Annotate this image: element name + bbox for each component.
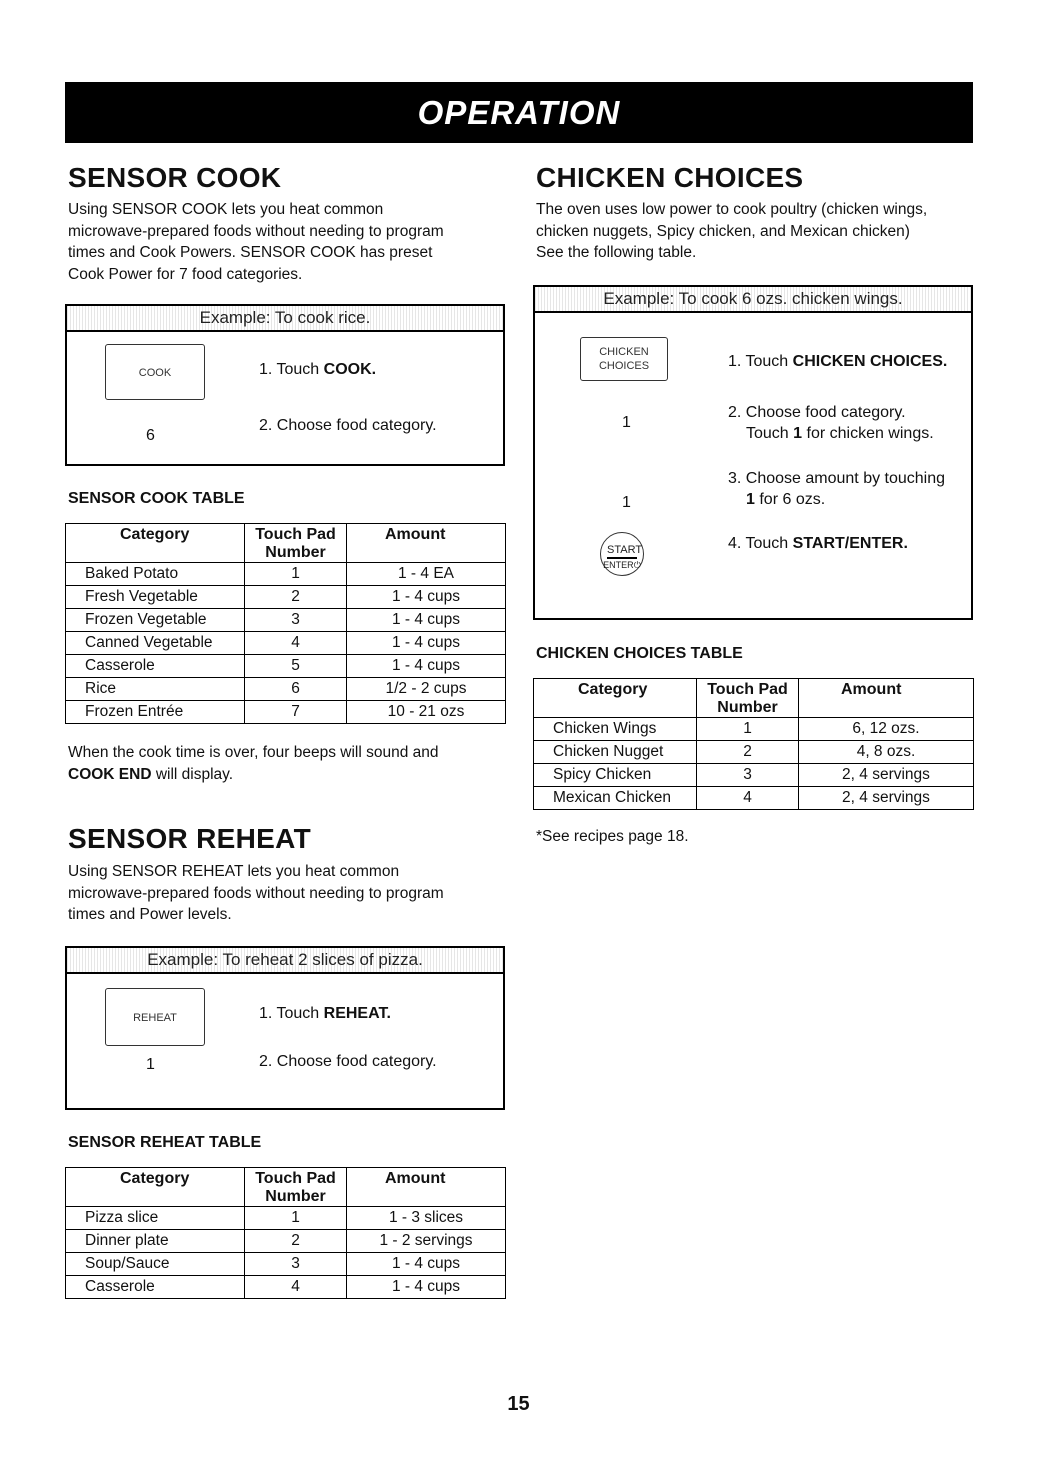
cell-category: Casserole [66,1276,245,1299]
col-touch-pad-line1: Touch Pad [255,526,336,543]
intro-line: microwave-prepared foods without needing to program [68,884,444,902]
note-line: When the cook time is over, four beeps will sound and [68,744,439,761]
step-2: 2. Choose food category. [259,417,437,434]
example-title: Example: To reheat 2 slices of pizza. [67,948,503,974]
table-header-row [66,524,506,563]
note-text: will display. [151,765,234,783]
cell-amount: 1 - 4 cups [347,655,506,678]
cell-pad: 1 [245,1207,347,1230]
cook-pad-label: COOK [138,367,172,379]
sensor-cook-table-title: SENSOR COOK TABLE [68,490,245,507]
operation-banner [65,82,973,143]
table-row [66,1253,506,1276]
intro-line: See the following table. [536,244,697,261]
step-4 [728,533,908,554]
col-category: Category [66,1168,245,1207]
col-category: Category [534,679,697,718]
cook-pad [105,344,205,400]
chicken-example-box [533,285,973,620]
intro-line: Cook Power for 7 food categories. [68,265,303,283]
enter-label [601,559,643,572]
cell-category: Chicken Wings [534,718,697,741]
col-touch-pad [697,679,799,718]
cell-category: Spicy Chicken [534,764,697,787]
step-text: 1. Touch [259,1005,324,1022]
step-text [728,423,934,444]
step-bold: START/ENTER. [792,535,908,552]
col-touch-pad-line1: Touch Pad [707,681,788,698]
col-category: Category [66,524,245,563]
sensor-cook-heading: SENSOR COOK [68,162,282,193]
step-bold: 1 [746,491,755,508]
category-number: 1 [146,1056,155,1073]
cell-amount: 1 - 4 cups [347,632,506,655]
cell-pad: 3 [245,609,347,632]
cell-category: Dinner plate [66,1230,245,1253]
table-row [66,678,506,701]
cell-amount: 1 - 2 servings [347,1230,506,1253]
step-bold: CHICKEN CHOICES. [792,353,948,370]
cell-category: Soup/Sauce [66,1253,245,1276]
cell-pad: 2 [245,1230,347,1253]
table-row [66,655,506,678]
start-enter-button [600,532,644,576]
cell-amount: 2, 4 servings [799,787,974,810]
cell-amount: 1 - 4 cups [347,1276,506,1299]
col-amount: Amount [799,679,974,718]
reheat-pad [105,988,205,1046]
cell-pad: 6 [245,678,347,701]
cell-amount: 6, 12 ozs. [799,718,974,741]
pad-label-line2: CHOICES [598,360,650,372]
cell-category: Baked Potato [66,563,245,586]
cell-amount: 1 - 4 cups [347,586,506,609]
table-row [534,718,974,741]
cell-amount: 1 - 3 slices [347,1207,506,1230]
intro-line: times and Power levels. [68,906,232,923]
power-icon: ⏻ [633,560,641,570]
step-text: 3. Choose amount by touching [728,470,946,487]
table-row [66,632,506,655]
intro-line: Using SENSOR REHEAT lets you heat common [68,863,400,880]
sensor-reheat-table [65,1167,506,1299]
chicken-choices-table [533,678,974,810]
cell-pad: 1 [245,563,347,586]
cell-category: Frozen Vegetable [66,609,245,632]
start-label: START [607,544,637,559]
note-bold: COOK END [68,765,152,783]
table-row [66,1276,506,1299]
cell-amount: 1/2 - 2 cups [347,678,506,701]
step-text: 1. Touch [259,361,324,378]
step-2 [728,402,934,444]
intro-line: The oven uses low power to cook poultry (chicken wings, [536,201,928,218]
step-bold: 1 [793,425,803,442]
cell-category: Rice [66,678,245,701]
table-header-row [66,1168,506,1207]
cook-end-note [68,742,518,785]
intro-line: chicken nuggets, Spicy chicken, and Mexican chicken) [536,222,910,240]
table-row [66,609,506,632]
step-text: 1. Touch [728,353,793,370]
example-title: Example: To cook rice. [67,306,503,332]
chicken-table-title: CHICKEN CHOICES TABLE [536,645,743,662]
cell-pad: 5 [245,655,347,678]
cell-amount: 4, 8 ozs. [799,741,974,764]
cell-pad: 1 [697,718,799,741]
col-touch-pad-line2: Number [265,1188,326,1205]
table-row [66,701,506,724]
step-text: for chicken wings. [802,425,934,442]
cell-pad: 3 [697,764,799,787]
sensor-reheat-table-title: SENSOR REHEAT TABLE [68,1134,262,1151]
intro-line: microwave-prepared foods without needing to program [68,222,444,240]
step-bold: REHEAT. [323,1005,391,1022]
chicken-choices-intro [536,199,976,264]
step-1 [728,351,947,372]
table-row [66,1207,506,1230]
cell-pad: 4 [245,632,347,655]
category-number: 1 [622,414,631,431]
chicken-choices-heading: CHICKEN CHOICES [536,162,804,193]
col-touch-pad-line2: Number [717,699,778,716]
step-text: for 6 ozs. [754,491,826,508]
category-number: 6 [146,427,155,444]
example-title: Example: To cook 6 ozs. chicken wings. [535,287,971,313]
sensor-cook-example-box [65,304,505,466]
step-2: 2. Choose food category. [259,1053,437,1070]
cell-pad: 2 [245,586,347,609]
cell-amount: 10 - 21 ozs [347,701,506,724]
step-3 [728,468,945,510]
table-row [66,1230,506,1253]
step-text: Touch [746,425,794,442]
pad-label-line1: CHICKEN [599,346,649,358]
reheat-pad-label: REHEAT [133,1012,177,1024]
cell-amount: 1 - 4 cups [347,1253,506,1276]
cell-pad: 2 [697,741,799,764]
note-line [68,764,518,786]
sensor-cook-table [65,523,506,724]
table-row [534,741,974,764]
table-row [66,586,506,609]
col-touch-pad [245,524,347,563]
cell-pad: 3 [245,1253,347,1276]
cell-pad: 4 [697,787,799,810]
cell-category: Chicken Nugget [534,741,697,764]
recipes-footnote: *See recipes page 18. [536,828,689,845]
cell-amount: 1 - 4 EA [347,563,506,586]
cell-category: Mexican Chicken [534,787,697,810]
cell-pad: 7 [245,701,347,724]
page-number: 15 [507,1393,530,1415]
table-row [534,764,974,787]
table-row [66,563,506,586]
banner-title: OPERATION [417,94,621,131]
step-text [728,489,945,510]
sensor-reheat-intro [68,861,508,926]
cell-amount: 2, 4 servings [799,764,974,787]
col-amount: Amount [347,1168,506,1207]
sensor-cook-intro [68,199,508,285]
step-text: 2. Choose food category. [728,404,906,421]
sensor-reheat-example-box [65,946,505,1110]
cell-category: Pizza slice [66,1207,245,1230]
cell-category: Frozen Entrée [66,701,245,724]
cell-pad: 4 [245,1276,347,1299]
col-touch-pad-line2: Number [265,544,326,561]
step-1 [259,359,376,380]
cell-amount: 1 - 4 cups [347,609,506,632]
step-text: 4. Touch [728,535,793,552]
enter-text: ENTER [603,560,634,570]
step-1 [259,1003,391,1024]
table-row [534,787,974,810]
chicken-choices-pad [580,337,668,381]
intro-line: times and Cook Powers. SENSOR COOK has preset [68,244,433,261]
col-touch-pad-line1: Touch Pad [255,1170,336,1187]
col-touch-pad [245,1168,347,1207]
cell-category: Fresh Vegetable [66,586,245,609]
amount-number: 1 [622,494,631,511]
cell-category: Casserole [66,655,245,678]
sensor-reheat-heading: SENSOR REHEAT [68,823,311,854]
cell-category: Canned Vegetable [66,632,245,655]
col-amount: Amount [347,524,506,563]
intro-line: Using SENSOR COOK lets you heat common [68,201,384,218]
step-bold: COOK. [323,361,377,378]
table-header-row [534,679,974,718]
